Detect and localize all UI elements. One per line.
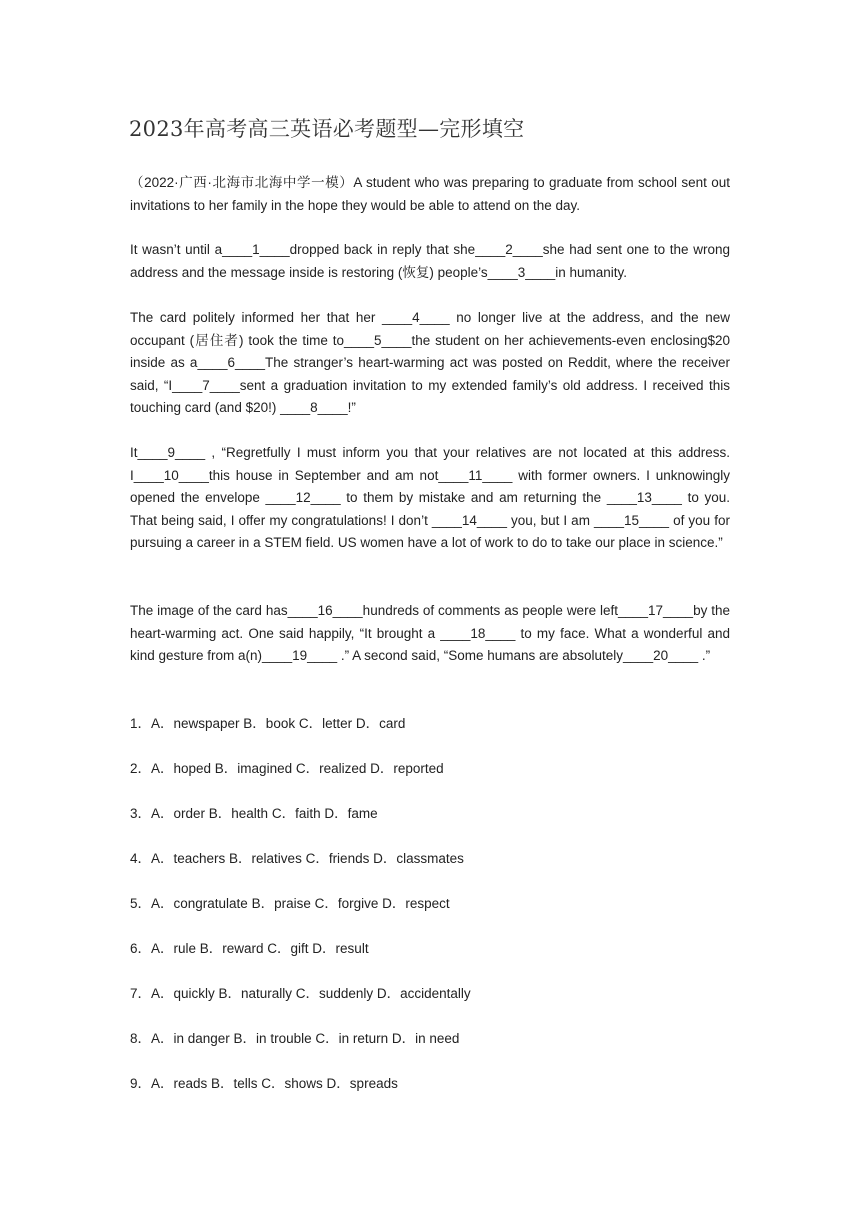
- question-options-6: 6．A．rule B．reward C．gift D．result: [130, 941, 369, 956]
- question-options-9: 9．A．reads B．tells C．shows D．spreads: [130, 1076, 398, 1091]
- question-options-4: 4．A．teachers B．relatives C．friends D．classmates: [130, 851, 464, 866]
- passage-paragraph-5: The image of the card has____16____hundreds of comments as people were left____17____by the heart-warming act. One said happily, “It brought a ____18____ to my face. What a wonderful and kind gesture from a(n)____19____ .” A second said, “Some humans are absolutely____20____ .”: [130, 603, 730, 664]
- question-options-7: 7．A．quickly B．naturally C．suddenly D．accidentally: [130, 986, 471, 1001]
- passage-paragraph-4: It____9____ , “Regretfully I must inform you that your relatives are not located at this address. I____10____this house in September and am not____11____ with former owners. I unknowingly opened the envelope ____12____ to them by mistake and am returning the ____13____ to you. That being said, I offer my congratulations! I don’t ____14____ you, but I am ____15____ of you for pursuing a career in a STEM field. US women have a lot of work to do to take our place in science.”: [130, 445, 730, 551]
- question-options-2: 2．A．hoped B．imagined C．realized D．reported: [130, 761, 444, 776]
- question-options-8: 8．A．in danger B．in trouble C．in return D．in need: [130, 1031, 460, 1046]
- document-title: 2023年高考高三英语必考题型—完形填空: [129, 117, 525, 141]
- question-options-1: 1．A．newspaper B．book C．letter D．card: [130, 716, 406, 731]
- passage-paragraph-2: It wasn’t until a____1____dropped back in reply that she____2____she had sent one to the wrong address and the message inside is restoring (恢复) people’s____3____in humanity.: [130, 242, 730, 280]
- question-options-5: 5．A．congratulate B．praise C．forgive D．respect: [130, 896, 450, 911]
- passage-paragraph-intro: （2022·广西·北海市北海中学一模）A student who was preparing to graduate from school sent out invitations to her family in the hope they would be able to attend on the day.: [130, 175, 730, 213]
- passage-paragraph-3: The card politely informed her that her ____4____ no longer live at the address, and the new occupant (居住者) took the time to____5____the student on her achievements-even enclosing$20 inside as a____6____The stranger’s heart-warming act was posted on Reddit, where the receiver said, “I____7____sent a graduation invitation to my extended family’s old address. I received this touching card (and $20!) ____8____!”: [130, 310, 730, 416]
- question-options-3: 3．A．order B．health C．faith D．fame: [130, 806, 378, 821]
